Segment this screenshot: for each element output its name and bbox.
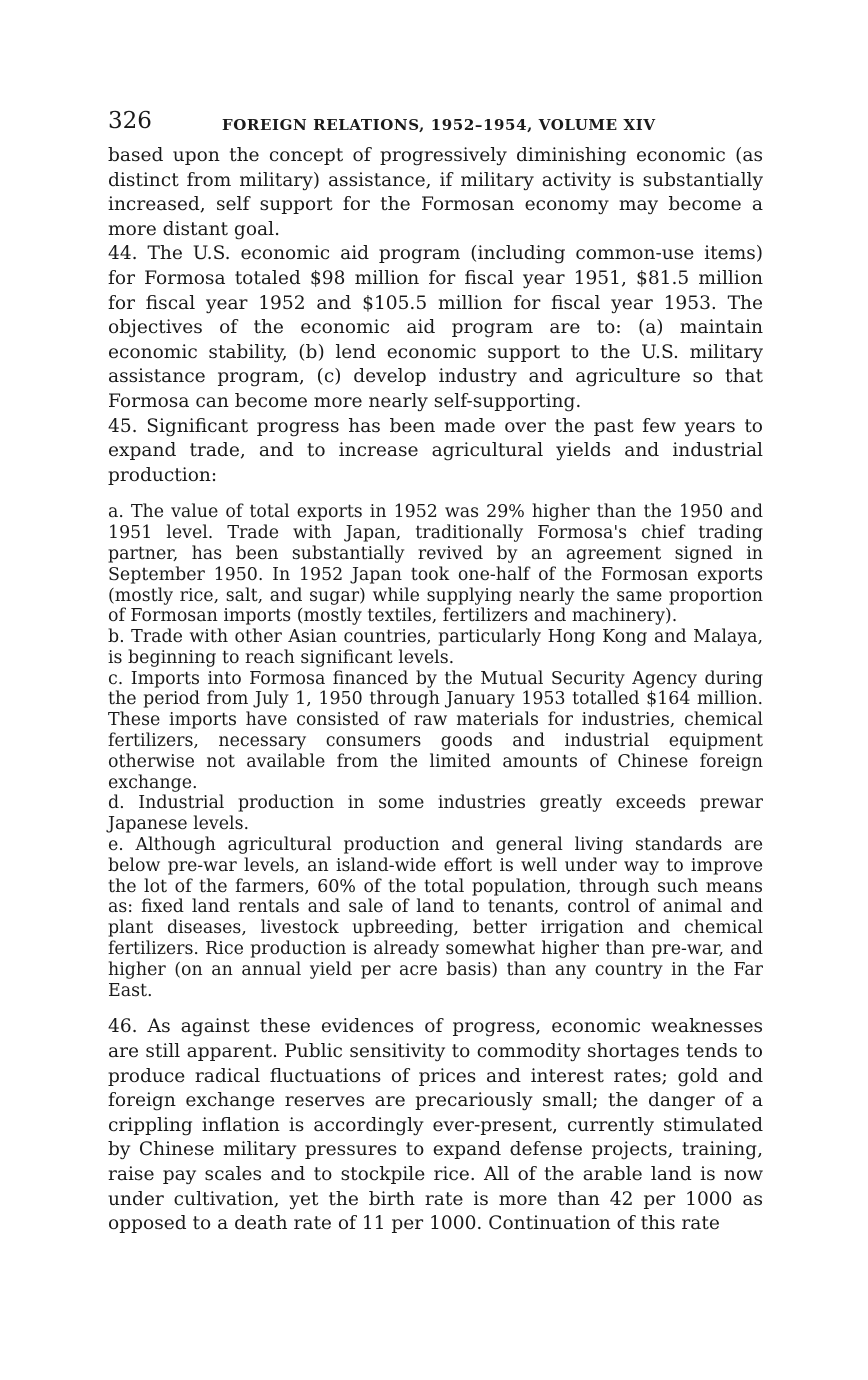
page-number: 326 (108, 108, 152, 134)
list-item-e: e. Although agricultural production and general living standards are below pre-war levels, an island-wide effort is well under way to improve the lot of the farmers, 60% of the total population, through such means as: fixed land rentals and sale of land to tenants, control of animal and plant diseases, livestock upbreeding, better irrigation and chemical fertilizers. Rice production is already somewhat higher than pre-war, and higher (on an annual yield per acre basis) than any country in the Far East. (108, 835, 763, 1001)
running-head: FOREIGN RELATIONS, 1952–1954, VOLUME XIV (222, 116, 656, 134)
document-page (108, 104, 763, 1237)
page-header (108, 104, 763, 144)
list-item-b: b. Trade with other Asian countries, particularly Hong Kong and Malaya, is beginning to reach significant levels. (108, 627, 763, 668)
list-item-a: a. The value of total exports in 1952 was 29% higher than the 1950 and 1951 level. Trade with Japan, traditionally Formosa's chief trading partner, has been substantially revived by an agreement signed in September 1950. In 1952 Japan took one-half of the Formosan exports (mostly rice, salt, and sugar) while supplying nearly the same proportion of Formosan imports (mostly textiles, fertilizers and machinery). (108, 502, 763, 627)
paragraph-46: 46. As against these evidences of progress, economic weaknesses are still apparent. Public sensitivity to commodity shortages tends to produce radical fluctuations of prices and interest rates; gold and foreign exchange reserves are precariously small; the danger of a crippling inflation is accordingly ever-present, currently stimulated by Chinese military pressures to expand defense projects, training, raise pay scales and to stockpile rice. All of the arable land is now under cultivation, yet the birth rate is more than 42 per 1000 as opposed to a death rate of 11 per 1000. Continuation of this rate (108, 1016, 763, 1235)
progress-list (108, 502, 763, 1001)
paragraph-continuation: based upon the concept of progressively diminishing economic (as distinct from military) assistance, if military activity is substantially increased, self support for the Formosan economy may become a more distant goal. (108, 145, 763, 240)
list-item-d: d. Industrial production in some industries greatly exceeds prewar Japanese levels. (108, 793, 763, 835)
paragraph-44: 44. The U.S. economic aid program (including common-use items) for Formosa totaled $98 million for fiscal year 1951, $81.5 million for fiscal year 1952 and $105.5 million for fiscal year 1953. The objectives of the economic aid program are to: (a) maintain economic stability, (b) lend economic support to the U.S. military assistance program, (c) develop industry and agriculture so that Formosa can become more nearly self-supporting. (108, 243, 763, 412)
list-item-c: c. Imports into Formosa financed by the Mutual Security Agency during the period from July 1, 1950 through January 1953 totalled $164 million. These imports have consisted of raw materials for industries, chemical fertilizers, necessary consumers goods and industrial equipment otherwise not available from the limited amounts of Chinese foreign exchange. (108, 668, 763, 793)
paragraph-45: 45. Significant progress has been made over the past few years to expand trade, and to increase agricultural yields and industrial production: (108, 415, 763, 486)
